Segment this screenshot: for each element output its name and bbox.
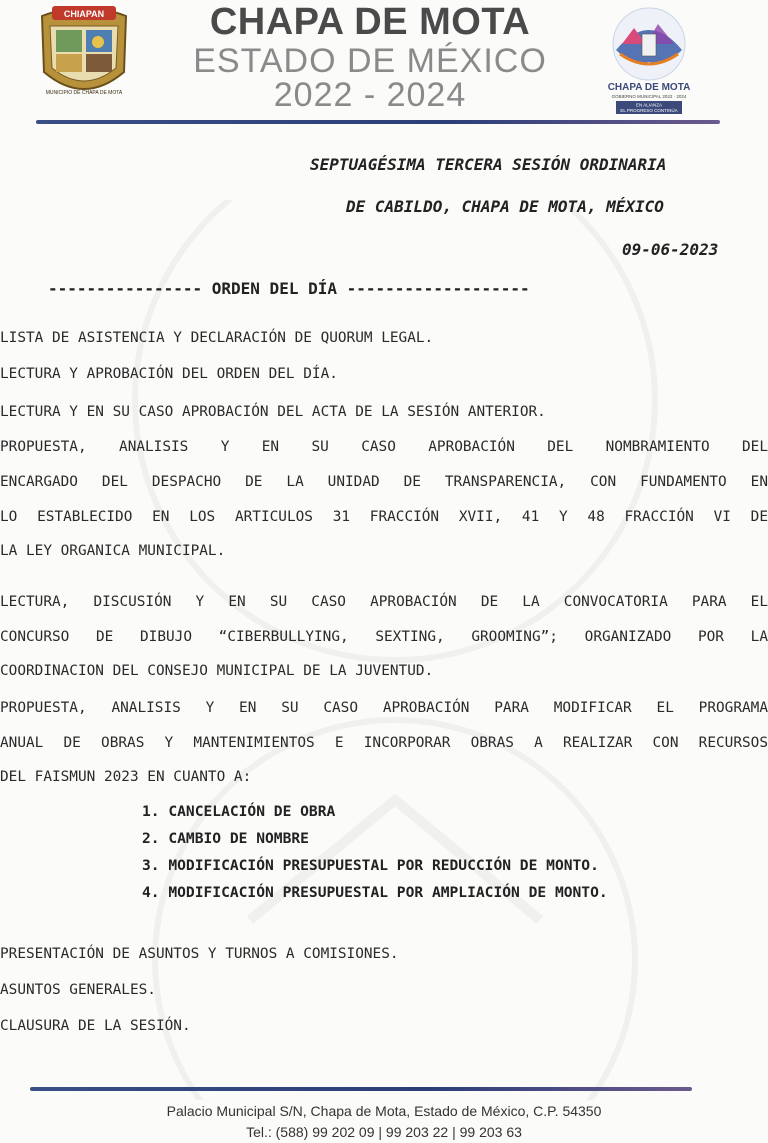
header-divider xyxy=(36,120,720,124)
footer-address: Palacio Municipal S/N, Chapa de Mota, Estado de México, C.P. 54350 xyxy=(166,1103,602,1119)
agenda-line: COORDINACION DEL CONSEJO MUNICIPAL DE LA JUVENTUD. xyxy=(0,663,434,679)
orden-del-dia-heading: ---------------- ORDEN DEL DÍA ------------------- xyxy=(48,279,530,298)
agenda-line: ANUAL DE OBRAS Y MANTENIMIENTOS E INCORPORAR OBRAS A REALIZAR CON RECURSOS xyxy=(0,735,768,751)
agenda-line: LECTURA Y APROBACIÓN DEL ORDEN DEL DÍA. xyxy=(0,366,338,382)
svg-text:CHIAPAN: CHIAPAN xyxy=(63,9,105,19)
agenda-line: LISTA DE ASISTENCIA Y DECLARACIÓN DE QUORUM LEGAL. xyxy=(0,330,434,346)
footer-divider xyxy=(30,1087,692,1091)
agenda-line: PRESENTACIÓN DE ASUNTOS Y TURNOS A COMISIONES. xyxy=(0,946,399,962)
session-title: SEPTUAGÉSIMA TERCERA SESIÓN ORDINARIA xyxy=(310,155,667,174)
agenda-line: LECTURA Y EN SU CASO APROBACIÓN DEL ACTA DE LA SESIÓN ANTERIOR. xyxy=(0,404,546,420)
agenda-line: LO ESTABLECIDO EN LOS ARTICULOS 31 FRACCIÓN XVII, 41 Y 48 FRACCIÓN VI DE xyxy=(0,509,768,525)
sub-item: 1. CANCELACIÓN DE OBRA xyxy=(142,803,336,820)
svg-text:MUNICIPIO DE CHAPA DE MOTA: MUNICIPIO DE CHAPA DE MOTA xyxy=(45,90,123,96)
sub-item: 4. MODIFICACIÓN PRESUPUESTAL POR AMPLIACIÓN DE MONTO. xyxy=(142,884,608,901)
svg-text:EL PROGRESO CONTINÚA: EL PROGRESO CONTINÚA xyxy=(620,108,678,113)
agenda-line: PROPUESTA, ANALISIS Y EN SU CASO APROBACIÓN PARA MODIFICAR EL PROGRAMA xyxy=(0,700,768,716)
header-title: CHAPA DE MOTA xyxy=(209,1,531,43)
footer-phones: Tel.: (588) 99 202 09 | 99 203 22 | 99 203 63 xyxy=(246,1124,522,1140)
agenda-line: ASUNTOS GENERALES. xyxy=(0,982,156,998)
agenda-line: CLAUSURA DE LA SESIÓN. xyxy=(0,1018,191,1034)
agenda-line: LA LEY ORGANICA MUNICIPAL. xyxy=(0,543,226,559)
svg-text:GOBIERNO MUNICIPAL 2022 · 2024: GOBIERNO MUNICIPAL 2022 · 2024 xyxy=(611,94,687,99)
agenda-line: CONCURSO DE DIBUJO “CIBERBULLYING, SEXTING, GROOMING”; ORGANIZADO POR LA xyxy=(0,629,768,645)
session-location: DE CABILDO, CHAPA DE MOTA, MÉXICO xyxy=(346,197,664,216)
municipal-shield-logo xyxy=(36,2,132,102)
session-date: 09-06-2023 xyxy=(622,240,719,259)
agenda-line: LECTURA, DISCUSIÓN Y EN SU CASO APROBACIÓN DE LA CONVOCATORIA PARA EL xyxy=(0,594,768,610)
agenda-line: PROPUESTA, ANALISIS Y EN SU CASO APROBACIÓN DEL NOMBRAMIENTO DEL xyxy=(0,439,768,455)
agenda-line: ENCARGADO DEL DESPACHO DE LA UNIDAD DE TRANSPARENCIA, CON FUNDAMENTO EN xyxy=(0,474,768,490)
sub-item: 2. CAMBIO DE NOMBRE xyxy=(142,830,309,847)
agenda-line: DEL FAISMUN 2023 EN CUANTO A: xyxy=(0,769,252,785)
header-subtitle: ESTADO DE MÉXICO xyxy=(193,42,547,80)
government-logo xyxy=(594,4,704,116)
sub-item: 3. MODIFICACIÓN PRESUPUESTAL POR REDUCCIÓN DE MONTO. xyxy=(142,857,599,874)
header-years: 2022 - 2024 xyxy=(273,76,467,114)
svg-text:CHAPA DE MOTA: CHAPA DE MOTA xyxy=(607,82,691,93)
svg-text:EN ALIANZA: EN ALIANZA xyxy=(635,102,663,108)
